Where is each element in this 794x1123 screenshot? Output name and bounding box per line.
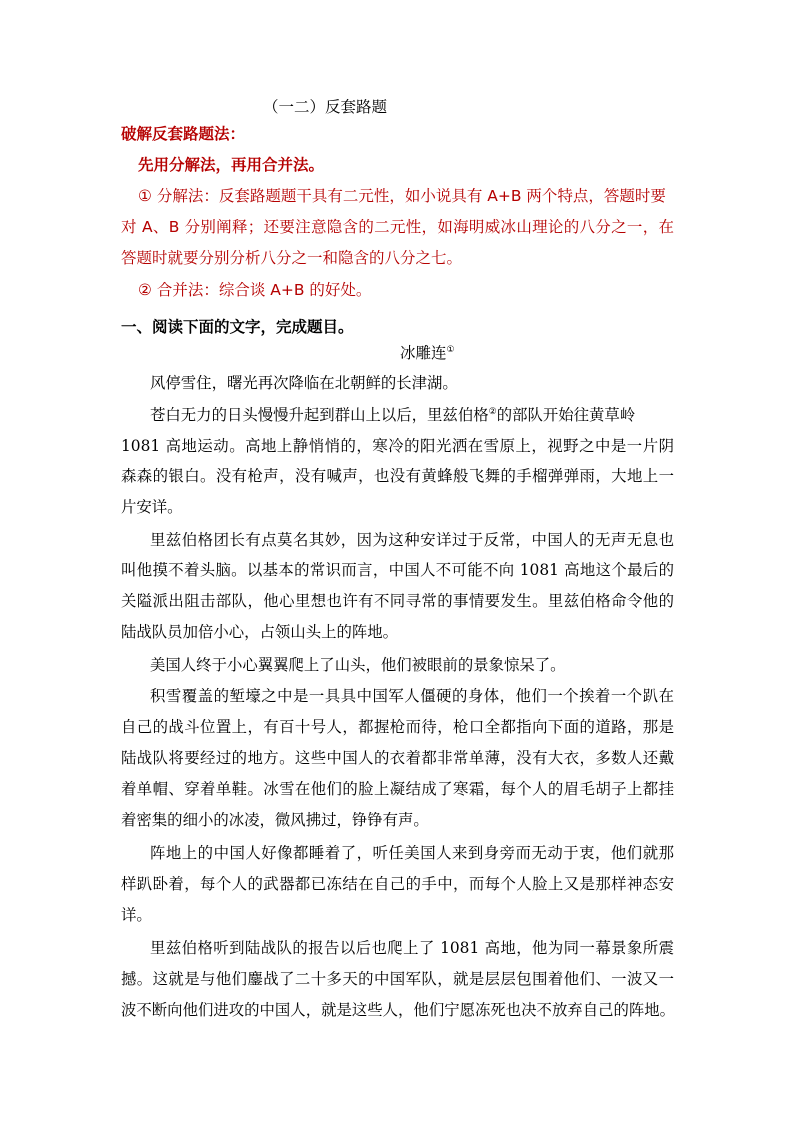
paragraph-3-line-3: 关隘派出阻击部队，他心里想也许有不同寻常的事情要发生。里兹伯格命令他的 (121, 592, 674, 610)
paragraph-6-line-1: 阵地上的中国人好像都睡着了，听任美国人来到身旁而无动于衷，他们就那 (150, 844, 674, 862)
paragraph-2-line-1 (150, 405, 635, 425)
paragraph-1: 风停雪住，曙光再次降临在北朝鲜的长津湖。 (150, 374, 458, 392)
method-item-1-marker: ① (138, 187, 152, 205)
paragraph-6-line-2: 样趴卧着，每个人的武器都已冻结在自己的手中，而每个人脸上又是那样神态安 (121, 875, 674, 893)
paragraph-2-line-1a: 苍白无力的日头慢慢升起到群山上以后，里兹伯格 (150, 406, 489, 424)
paragraph-2-footnote-mark: ② (488, 406, 497, 417)
paragraph-5-line-2: 自己的战斗位置上，有百十号人，都握枪而待，枪口全都指向下面的道路，那是 (121, 718, 674, 736)
paragraph-3-line-2: 叫他摸不着头脑。以基本的常识而言，中国人不可能不向 1081 高地这个最后的 (121, 561, 674, 579)
question-heading: 一、阅读下面的文字，完成题目。 (121, 318, 354, 336)
paragraph-5-line-3: 陆战队将要经过的地方。这些中国人的衣着都非常单薄，没有大衣，多数人还戴 (121, 749, 674, 767)
paragraph-3-line-1: 里兹伯格团长有点莫名其妙，因为这种安详过于反常，中国人的无声无息也 (150, 531, 674, 549)
method-item-2 (138, 280, 371, 300)
method-item-1 (138, 186, 674, 206)
paragraph-2-line-4: 片安详。 (121, 498, 183, 516)
paragraph-5-line-4: 着单帽、穿着单鞋。冰雪在他们的脸上凝结成了寒霜，每个人的眉毛胡子上都挂 (121, 780, 674, 798)
paragraph-6-line-3: 详。 (121, 906, 152, 924)
method-heading: 破解反套路题法： (121, 125, 246, 143)
story-title (400, 343, 455, 363)
method-summary: 先用分解法，再用合并法。 (138, 156, 325, 174)
paragraph-4: 美国人终于小心翼翼爬上了山头，他们被眼前的景象惊呆了。 (150, 656, 566, 674)
paragraph-2-line-3: 森森的银白。没有枪声，没有喊声，也没有黄蜂般飞舞的手榴弹弹雨，大地上一 (121, 467, 674, 485)
method-item-2-line-1: 合并法：综合谈 A+B 的好处。 (156, 281, 372, 299)
method-item-1-line-3: 答题时就要分别分析八分之一和隐含的八分之七。 (121, 249, 463, 267)
story-title-text: 冰雕连 (400, 344, 447, 362)
paragraph-7-line-2: 撼。这就是与他们鏖战了二十多天的中国军队，就是层层包围着他们、一波又一 (121, 970, 674, 988)
section-title: （一二）反套路题 (263, 98, 388, 116)
paragraph-7-line-3: 波不断向他们进攻的中国人，就是这些人，他们宁愿冻死也决不放弃自己的阵地。 (121, 1001, 676, 1019)
paragraph-2-line-1b: 的部队开始往黄草岭 (496, 406, 636, 424)
paragraph-2-line-2: 1081 高地运动。高地上静悄悄的，寒冷的阳光洒在雪原上，视野之中是一片阴 (121, 437, 674, 455)
paragraph-5-line-1: 积雪覆盖的堑壕之中是一具具中国军人僵硬的身体，他们一个挨着一个趴在 (150, 687, 674, 705)
paragraph-5-line-5: 着密集的细小的冰凌，微风拂过，铮铮有声。 (121, 811, 429, 829)
paragraph-7-line-1: 里兹伯格听到陆战队的报告以后也爬上了 1081 高地，他为同一幕景象所震 (150, 939, 674, 957)
method-item-2-marker: ② (138, 281, 152, 299)
method-item-1-line-2: 对 A、B 分别阐释；还要注意隐含的二元性，如海明威冰山理论的八分之一，在 (121, 218, 674, 236)
story-title-footnote-mark: ① (446, 344, 455, 355)
paragraph-3-line-4: 陆战队员加倍小心，占领山头上的阵地。 (121, 623, 399, 641)
method-item-1-line-1: 分解法：反套路题题干具有二元性，如小说具有 A+B 两个特点，答题时要 (156, 187, 666, 205)
